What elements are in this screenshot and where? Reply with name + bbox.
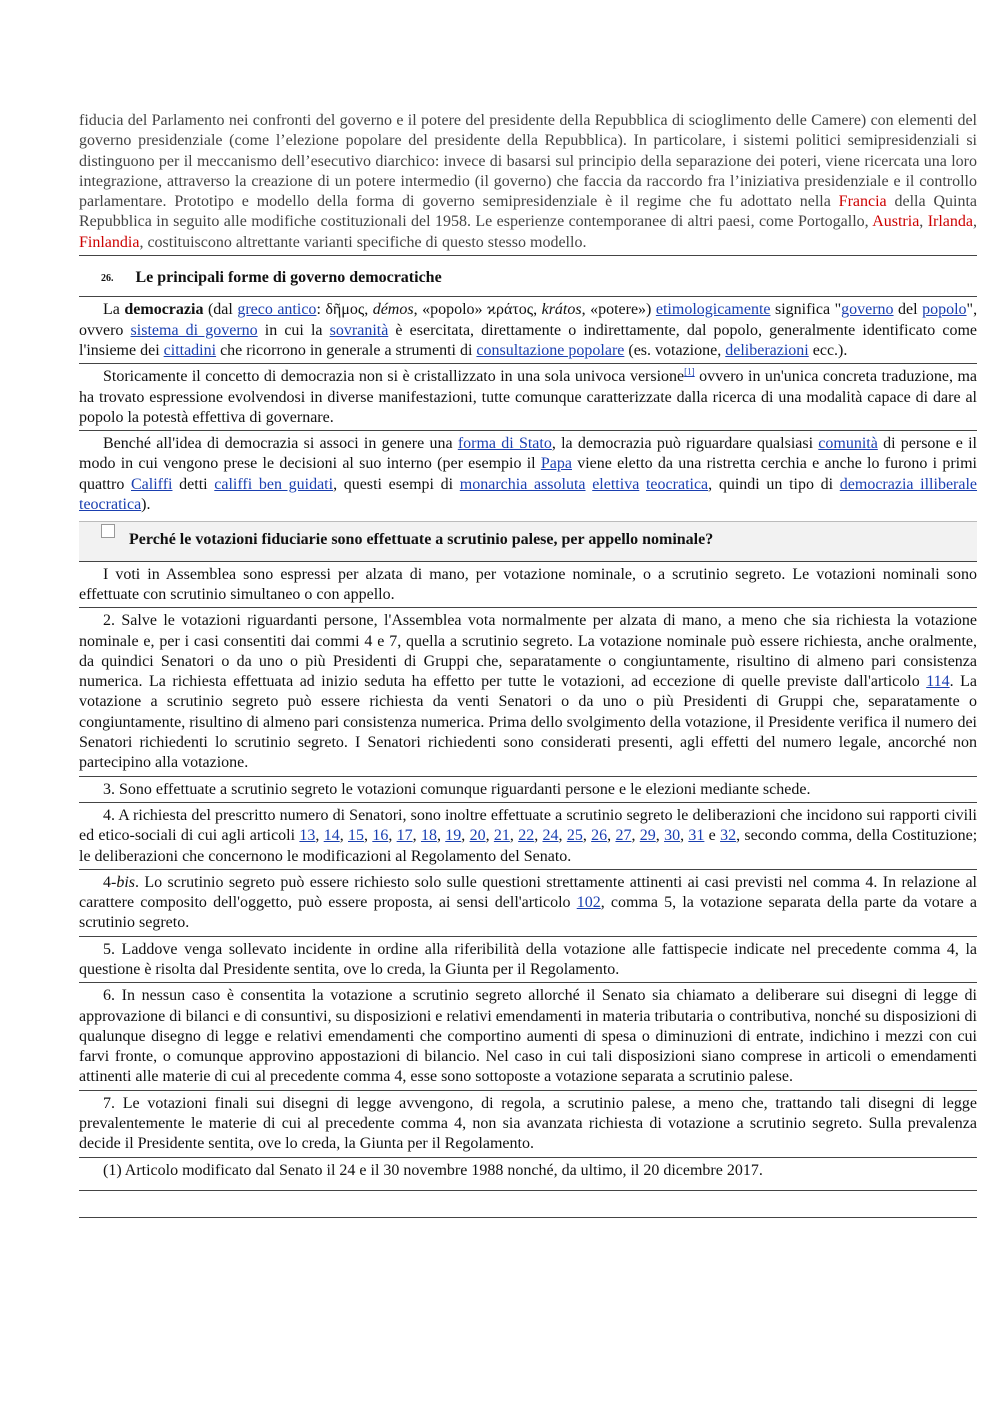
link-articolo-22[interactable]: 22 bbox=[518, 827, 535, 845]
comma-3: 3. Sono effettuate a scrutinio segreto le votazioni comunque riguardanti persone e le elezioni mediante schede. bbox=[79, 780, 977, 803]
section-title: Le principali forme di governo democratiche bbox=[135, 269, 442, 287]
storicamente-paragraph: Storicamente il concetto di democrazia non si è cristallizzato in una sola univoca versione[1] ovvero in un'unica concreta traduzione, ma ha trovato espressione evolvendosi in diverse manifestazioni, tutte comunque caratterizzate dalla ricerca di una modalità capace di dare al popolo la potestà effettiva di governare. bbox=[79, 367, 977, 431]
footnote-ref-1[interactable]: [1] bbox=[684, 366, 695, 377]
link-articolo-16[interactable]: 16 bbox=[372, 827, 389, 845]
comma-7: 7. Le votazioni finali sui disegni di legge avvengono, di regola, a scrutinio palese, a meno che, trattando tali disegni di legge prevalentemente le materie di cui al precedente comma 4, non sia avanzata richiesta di votazione a scrutinio segreto. Sulla prevalenza decide il Presidente sentita, ove lo creda, la Giunta per il Regolamento. bbox=[79, 1094, 977, 1158]
comma-1: I voti in Assemblea sono espressi per alzata di mano, per votazione nominale, o a scrutinio segreto. Le votazioni nominali sono effettuate con scrutinio simultaneo o con appello. bbox=[79, 565, 977, 609]
link-elettiva[interactable]: elettiva bbox=[592, 475, 640, 493]
link-forma-di-stato[interactable]: forma di Stato bbox=[457, 435, 552, 453]
section-number: 26. bbox=[101, 273, 114, 285]
link-articolo-27[interactable]: 27 bbox=[615, 827, 632, 845]
link-francia[interactable]: Francia bbox=[838, 193, 887, 211]
empty-row bbox=[79, 1194, 977, 1218]
link-austria[interactable]: Austria bbox=[872, 213, 920, 231]
link-sistema-di-governo[interactable]: sistema di governo bbox=[130, 321, 258, 339]
link-articolo-24[interactable]: 24 bbox=[542, 827, 559, 845]
footnote: (1) Articolo modificato dal Senato il 24 e il 30 novembre 1988 nonché, da ultimo, il 20 dicembre 2017. bbox=[79, 1161, 977, 1191]
link-teocratica[interactable]: teocratica bbox=[645, 475, 709, 493]
link-monarchia-assoluta[interactable]: monarchia assoluta bbox=[459, 475, 586, 493]
comma-2: 2. Salve le votazioni riguardanti persone, l'Assemblea vota normalmente per alzata di mano, a meno che sia richiesta la votazione nominale e, per i casi consentiti dai commi 4 e 7, quella a scrutinio segreto. La votazione nominale può essere richiesta, anche oralmente, da quindici Senatori o da uno o più Presidenti di Gruppi che, separatamente o congiuntamente, risultino di almeno pari consistenza numerica. La richiesta effettuata ad inizio seduta ha effetto per tutte le votazioni, ad eccezione di quelle previste dall'articolo 114. La votazione a scrutinio segreto può essere richiesta da venti Senatori o da uno o più Presidenti di Gruppi che, separatamente o congiuntamente, risultino di almeno pari consistenza numerica. Prima dello svolgimento della votazione, il Presidente verifica il numero dei Senatori richiedenti lo scrutinio segreto. I Senatori richiedenti sono considerati presenti, agli effetti del numero legale, ancorché non partecipino alla votazione. bbox=[79, 611, 977, 776]
link-articolo-18[interactable]: 18 bbox=[420, 827, 437, 845]
document-page bbox=[79, 111, 977, 1218]
link-articolo-32[interactable]: 32 bbox=[720, 827, 737, 845]
comma-6: 6. In nessun caso è consentita la votazione a scrutinio segreto allorché il Senato sia chiamato a deliberare sui disegni di legge di approvazione di bilanci e di consuntivi, su disposizioni e relativi emendamenti in materia tributaria o contributiva, nonché su disposizioni di qualunque disegno di legge e relativi emendamenti che comportino aumenti di spesa o diminuzioni di entrate, indichino i mezzi con cui farvi fronte, o comunque approvino appostazioni di bilancio. Nel caso in cui tali disposizioni siano comprese in articoli o emendamenti attinenti alle materie di cui al precedente comma 4, esse sono sottoposte a votazione separata a scrutinio palese. bbox=[79, 986, 977, 1090]
section-heading bbox=[79, 259, 977, 297]
term-democrazia: democrazia bbox=[124, 301, 204, 319]
article-links: 13, 14, 15, 16, 17, 18, 19, 20, 21, 22, 24, 25, 26, 27, 29, 30, 31 bbox=[299, 827, 705, 845]
link-articolo-20[interactable]: 20 bbox=[469, 827, 486, 845]
link-deliberazioni[interactable]: deliberazioni bbox=[725, 341, 809, 359]
comma-4-bis: 4-bis. Lo scrutinio segreto può essere richiesto solo sulle questioni strettamente attinenti ai casi previsti nel comma 4. In relazione al carattere composito dell'oggetto, può essere proposta, ai sensi dell'articolo 102, comma 5, la votazione separata della parte da votare a scrutinio segreto. bbox=[79, 873, 977, 937]
checkbox-icon[interactable] bbox=[101, 524, 115, 538]
link-articolo-30[interactable]: 30 bbox=[664, 827, 681, 845]
link-papa[interactable]: Papa bbox=[540, 455, 572, 473]
link-greco-antico[interactable]: greco antico bbox=[237, 301, 317, 319]
link-sovranita[interactable]: sovranità bbox=[329, 321, 389, 339]
link-articolo-29[interactable]: 29 bbox=[639, 827, 656, 845]
link-articolo-114[interactable]: 114 bbox=[926, 673, 950, 691]
link-articolo-21[interactable]: 21 bbox=[493, 827, 510, 845]
link-etimologicamente[interactable]: etimologicamente bbox=[655, 301, 771, 319]
link-governo[interactable]: governo bbox=[841, 301, 894, 319]
link-popolo[interactable]: popolo bbox=[922, 301, 967, 319]
link-irlanda[interactable]: Irlanda bbox=[927, 213, 974, 231]
link-articolo-19[interactable]: 19 bbox=[445, 827, 462, 845]
question-text: Perché le votazioni fiduciarie sono effettuate a scrutinio palese, per appello nominale? bbox=[129, 531, 714, 549]
link-consultazione-popolare[interactable]: consultazione popolare bbox=[476, 341, 625, 359]
link-cittadini[interactable]: cittadini bbox=[163, 341, 217, 359]
link-articolo-31[interactable]: 31 bbox=[688, 827, 705, 845]
link-articolo-102[interactable]: 102 bbox=[576, 894, 601, 912]
link-articolo-13[interactable]: 13 bbox=[299, 827, 316, 845]
intro-paragraph: fiducia del Parlamento nei confronti del governo e il potere del presidente della Repubblica di scioglimento delle Camere) con elementi del governo presidenziale (come l’elezione popolare del presidente della Repubblica). In particolare, i sistemi politici semipresidenziali si distinguono per il meccanismo dell’esecutivo diarchico: invece di basarsi sul principio della separazione dei poteri, viene ricercata una loro integrazione, attraverso la creazione di un potere intermedio (il governo) che faccia da raccordo fra l’iniziativa presidenziale e il controllo parlamentare. Prototipo e modello della forma di governo semipresidenziale è il regime che fu adottato nella Francia della Quinta Repubblica in seguito alle modifiche costituzionali del 1958. Le esperienze contemporanee di altri paesi, come Portogallo, Austria, Irlanda, Finlandia, costituiscono altrettante varianti specifiche di questo stesso modello. bbox=[79, 111, 977, 256]
link-articolo-14[interactable]: 14 bbox=[323, 827, 340, 845]
link-articolo-25[interactable]: 25 bbox=[566, 827, 583, 845]
link-califfi-ben-guidati[interactable]: califfi ben guidati bbox=[214, 475, 334, 493]
question-box bbox=[79, 521, 977, 561]
link-articolo-17[interactable]: 17 bbox=[396, 827, 413, 845]
link-califfi[interactable]: Califfi bbox=[131, 475, 173, 493]
link-democrazia-illiberale[interactable]: democrazia illiberale bbox=[839, 475, 978, 493]
link-finlandia[interactable]: Finlandia bbox=[79, 233, 140, 251]
comma-5: 5. Laddove venga sollevato incidente in ordine alla riferibilità della votazione alle fattispecie indicate nel precedente comma 4, la questione è risolta dal Presidente sentita, ove lo creda, la Giunta per il Regolamento. bbox=[79, 940, 977, 984]
link-teocratica-2[interactable]: teocratica bbox=[79, 496, 142, 514]
link-articolo-15[interactable]: 15 bbox=[348, 827, 364, 845]
democrazia-paragraph: La democrazia (dal greco antico: δῆμος, démos, «popolo» ϰράτος, krátos, «potere») etimologicamente significa "governo del popolo", ovvero sistema di governo in cui la sovranità è esercitata, direttamente o indirettamente, dal popolo, generalmente identificato come l'insieme dei cittadini che ricorrono in generale a strumenti di consultazione popolare (es. votazione, deliberazioni ecc.). bbox=[79, 300, 977, 364]
comma-4: 4. A richiesta del prescritto numero di Senatori, sono inoltre effettuate a scrutinio segreto le deliberazioni che incidono sui rapporti civili ed etico-sociali di cui agli articoli 13, 14, 15, 16, 17, 18, 19, 20, 21, 22, 24, 25, 26, 27, 29, 30, 31 e 32, secondo comma, della Costituzione; le deliberazioni che concernono le modificazioni al Regolamento del Senato. bbox=[79, 806, 977, 870]
benche-paragraph: Benché all'idea di democrazia si associ in genere una forma di Stato, la democrazia può riguardare qualsiasi comunità di persone e il modo in cui vengono prese le decisioni al suo interno (per esempio il Papa viene eletto da una ristretta cerchia e anche lo furono i primi quattro Califfi detti califfi ben guidati, questi esempi di monarchia assoluta elettiva teocratica, quindi un tipo di democrazia illiberale teocratica). bbox=[79, 435, 978, 514]
link-articolo-26[interactable]: 26 bbox=[591, 827, 608, 845]
link-comunita[interactable]: comunità bbox=[818, 435, 878, 453]
